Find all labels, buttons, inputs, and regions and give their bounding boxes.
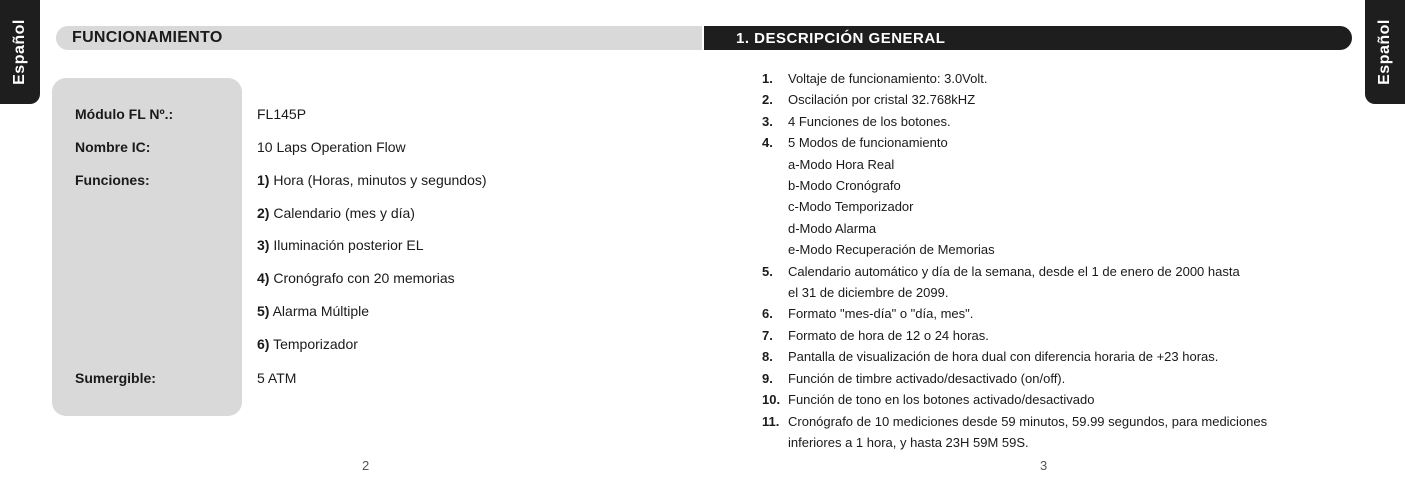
item-number: 3.: [762, 113, 773, 129]
spec-label-sumergible: Sumergible:: [75, 370, 156, 386]
item-number: 7.: [762, 327, 773, 343]
description-item-2: [762, 89, 1362, 110]
language-tab-right-label: Español: [1376, 19, 1394, 85]
item-text: Función de tono en los botones activado/desactivado: [788, 392, 1095, 408]
description-item-5: [762, 261, 1362, 282]
spec-value-modulo: FL145P: [257, 106, 307, 122]
section-title-funcionamiento: FUNCIONAMIENTO: [72, 29, 223, 46]
function-item-1: [257, 172, 487, 188]
item-number: 8.: [762, 349, 773, 365]
item-number: 1.: [762, 71, 773, 86]
item-text: Función de timbre activado/desactivado (on/off).: [788, 370, 1066, 386]
general-description-list: [762, 68, 1362, 453]
description-item-5-continued: el 31 de diciembre de 2099.: [788, 285, 949, 301]
section-header-left: [56, 26, 702, 50]
item-number: 10.: [762, 392, 781, 408]
function-text: Calendario (mes y día): [273, 205, 415, 221]
spec-label-nombre-ic: Nombre IC:: [75, 139, 151, 155]
description-item-11: [762, 411, 1362, 432]
item-number: 4.: [762, 135, 773, 151]
function-number: 5): [257, 303, 270, 319]
description-subitem-e: e-Modo Recuperación de Memorias: [788, 242, 995, 258]
function-item-4: [257, 270, 455, 286]
spec-label-modulo: Módulo FL Nº.:: [75, 106, 174, 122]
description-item-7: [762, 325, 1362, 346]
item-text: Oscilación por cristal 32.768kHZ: [788, 92, 976, 108]
description-subitem-a: a-Modo Hora Real: [788, 156, 895, 172]
function-item-6: [257, 336, 358, 352]
description-item-8: [762, 346, 1362, 367]
section-title-descripcion: 1. DESCRIPCIÓN GENERAL: [736, 30, 946, 47]
description-item-3: [762, 111, 1362, 132]
function-text: Cronógrafo con 20 memorias: [273, 270, 455, 286]
item-number: 5.: [762, 263, 773, 279]
function-item-3: [257, 237, 424, 253]
item-text: Formato "mes-día" o "día, mes".: [788, 306, 974, 322]
description-item-6: [762, 303, 1362, 324]
function-text: Alarma Múltiple: [272, 303, 370, 319]
function-number: 4): [257, 270, 270, 286]
language-tab-left: [0, 0, 40, 104]
function-number: 3): [257, 237, 270, 253]
item-text: Cronógrafo de 10 mediciones desde 59 minutos, 59.99 segundos, para mediciones: [788, 413, 1268, 429]
function-text: Iluminación posterior EL: [273, 237, 424, 253]
language-tab-left-label: Español: [11, 19, 29, 85]
description-item-1: [762, 68, 1362, 89]
function-number: 6): [257, 336, 270, 352]
item-text: 4 Funciones de los botones.: [788, 113, 951, 129]
language-tab-right: [1365, 0, 1405, 104]
description-subitem-d: d-Modo Alarma: [788, 220, 877, 236]
item-text: Voltaje de funcionamiento: 3.0Volt.: [788, 71, 988, 86]
description-item-9: [762, 368, 1362, 389]
function-text: Temporizador: [273, 336, 358, 352]
function-item-2: [257, 205, 415, 221]
item-text: 5 Modos de funcionamiento: [788, 135, 948, 151]
item-number: 6.: [762, 306, 773, 322]
item-text: Formato de hora de 12 o 24 horas.: [788, 327, 989, 343]
description-item-4: [762, 132, 1362, 153]
function-item-5: [257, 303, 369, 319]
spec-value-nombre-ic: 10 Laps Operation Flow: [257, 139, 406, 155]
function-text: Hora (Horas, minutos y segundos): [273, 172, 487, 188]
spec-label-funciones: Funciones:: [75, 172, 150, 188]
item-number: 2.: [762, 92, 773, 108]
page-number-left: 2: [362, 458, 370, 473]
item-number: 11.: [762, 413, 780, 429]
function-number: 2): [257, 205, 270, 221]
description-subitem-b: b-Modo Cronógrafo: [788, 178, 901, 194]
item-number: 9.: [762, 370, 773, 386]
page-number-right: 3: [1040, 458, 1048, 473]
spec-value-sumergible: 5 ATM: [257, 370, 297, 386]
description-item-10: [762, 389, 1362, 410]
spec-labels-panel: [52, 78, 242, 416]
item-text: Calendario automático y día de la semana, desde el 1 de enero de 2000 hasta: [788, 263, 1240, 279]
function-number: 1): [257, 172, 270, 188]
description-item-11-continued: inferiores a 1 hora, y hasta 23H 59M 59S.: [788, 434, 1029, 450]
description-subitem-c: c-Modo Temporizador: [788, 199, 914, 215]
section-header-right: [704, 26, 1352, 50]
item-text: Pantalla de visualización de hora dual con diferencia horaria de +23 horas.: [788, 349, 1219, 365]
